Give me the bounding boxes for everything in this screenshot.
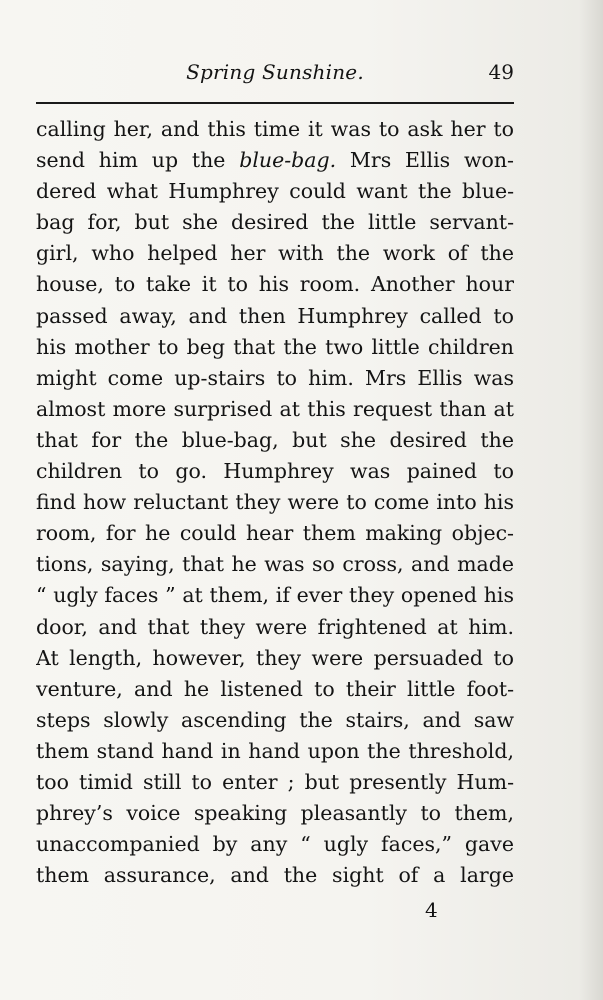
text-line: them stand hand in hand upon the threshold,	[36, 738, 514, 763]
text-line: dered what Humphrey could want the blue-	[36, 179, 514, 204]
signature-mark: 4	[425, 898, 438, 922]
text-line: venture, and he listened to their little foot-	[36, 676, 514, 701]
italic-term: blue-bag.	[239, 148, 337, 173]
running-title: Spring Sunshine.	[186, 60, 364, 84]
text-line: unaccompanied by any “ ugly faces,” gave	[36, 832, 514, 857]
text-line: “ ugly faces ” at them, if ever they opened his	[36, 583, 514, 608]
running-head	[36, 56, 514, 96]
text-line: too timid still to enter ; but presently Hum-	[36, 769, 514, 794]
text-line	[36, 145, 514, 176]
text-line: tions, saying, that he was so cross, and made	[36, 552, 514, 577]
text-line: them assurance, and the sight of a large	[36, 863, 514, 888]
text-line: might come up-stairs to him. Mrs Ellis was	[36, 365, 514, 390]
text-line: girl, who helped her with the work of the	[36, 241, 514, 266]
text-line: that for the blue-bag, but she desired the	[36, 427, 514, 452]
text-line: steps slowly ascending the stairs, and saw	[36, 707, 514, 732]
text-line: door, and that they were frightened at him.	[36, 614, 514, 639]
text-line: almost more surprised at this request than at	[36, 396, 514, 421]
body-text	[36, 114, 514, 891]
text-line: room, for he could hear them making objec-	[36, 521, 514, 546]
text-line: bag for, but she desired the little servant-	[36, 210, 514, 235]
header-rule	[36, 102, 514, 104]
page-number: 49	[488, 60, 514, 84]
text-line: calling her, and this time it was to ask her to	[36, 117, 514, 141]
text-line: passed away, and then Humphrey called to	[36, 303, 514, 328]
text-segment: send him up the	[36, 148, 226, 173]
text-line: phrey’s voice speaking pleasantly to them,	[36, 801, 514, 826]
text-line: his mother to beg that the two little children	[36, 334, 514, 359]
text-line: find how reluctant they were to come into his	[36, 490, 514, 515]
text-line: house, to take it to his room. Another hour	[36, 272, 514, 297]
text-line: At length, however, they were persuaded to	[36, 645, 514, 670]
text-segment: Mrs Ellis won-	[349, 148, 514, 173]
text-line: children to go. Humphrey was pained to	[36, 459, 514, 484]
